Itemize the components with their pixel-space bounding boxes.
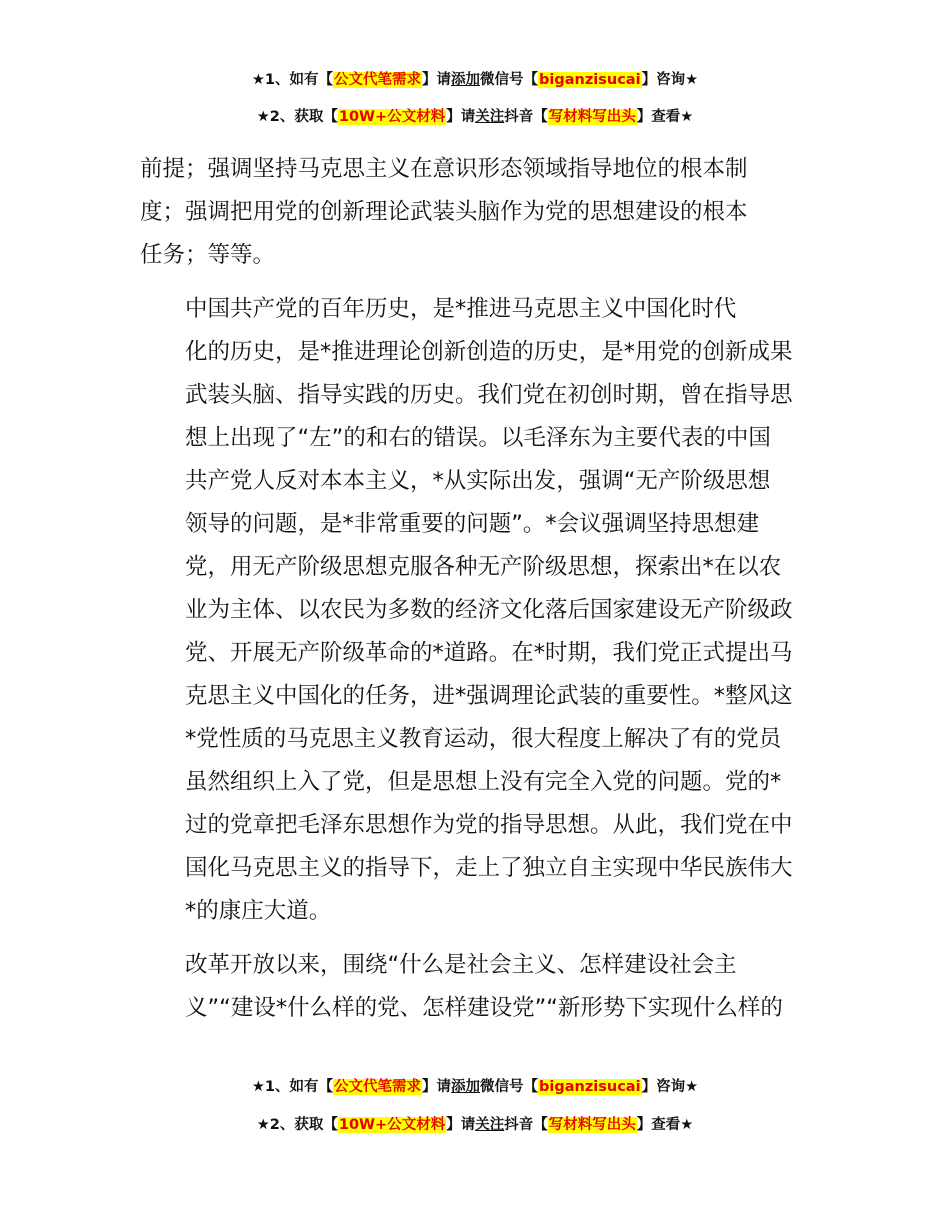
text-line: 业为主体、以农民为多数的经济文化落后国家建设无产阶级政	[185, 597, 793, 623]
paragraph-1	[140, 148, 812, 277]
banner-text: 】请	[422, 72, 452, 88]
text-line: 改革开放以来，围绕“什么是社会主义、怎样建设社会主	[185, 952, 737, 978]
banner-prefix: ★1、如有【	[251, 72, 334, 88]
text-line: 国化马克思主义的指导下，走上了独立自主实现中华民族伟大	[185, 855, 793, 881]
text-line: 中国共产党的百年历史，是*推进马克思主义中国化时代	[185, 296, 737, 322]
document-body	[140, 148, 812, 1030]
text-line: 虽然组织上入了党，但是思想上没有完全入党的问题。党的*	[185, 769, 782, 795]
banner-highlight-douyin-account: 写材料写出头	[548, 1117, 636, 1133]
text-line: *党性质的马克思主义教育运动，很大程度上解决了有的党员	[185, 726, 782, 752]
banner-suffix: 】查看★	[636, 109, 694, 125]
banner-highlight-materials: 10W+公文材料	[338, 109, 446, 125]
paragraph-2	[140, 288, 812, 933]
header-banner-line-1	[0, 70, 950, 90]
banner-text: 】请	[446, 109, 476, 125]
text-line: 克思主义中国化的任务，进*强调理论武装的重要性。*整风这	[185, 683, 793, 709]
text-line: 义”“建设*什么样的党、怎样建设党”“新形势下实现什么样的	[185, 995, 783, 1021]
banner-highlight-materials: 10W+公文材料	[338, 1117, 446, 1133]
text-line: 任务；等等。	[140, 242, 276, 268]
banner-text: 微信号【	[480, 72, 539, 88]
banner-highlight-douyin-account: 写材料写出头	[548, 109, 636, 125]
banner-text: 】请	[422, 1079, 452, 1095]
paragraph-3	[140, 944, 812, 1030]
banner-prefix: ★2、获取【	[256, 109, 338, 125]
text-line: 党、开展无产阶级革命的*道路。在*时期，我们党正式提出马	[185, 640, 793, 666]
banner-text: 抖音【	[504, 1117, 548, 1133]
banner-text: 抖音【	[504, 109, 548, 125]
banner-underlined-word: 添加	[451, 1079, 481, 1095]
banner-underlined-word: 添加	[451, 72, 481, 88]
banner-suffix: 】咨询★	[641, 1079, 699, 1095]
text-line: *的康庄大道。	[185, 898, 332, 924]
banner-highlight-wechat-id: biganzisucai	[539, 72, 641, 88]
footer-banner-line-2	[0, 1115, 950, 1135]
header-banner-line-2	[0, 107, 950, 127]
text-line: 党，用无产阶级思想克服各种无产阶级思想，探索出*在以农	[185, 554, 782, 580]
banner-text: 】请	[446, 1117, 476, 1133]
banner-highlight-service: 公文代笔需求	[334, 1079, 422, 1095]
banner-underlined-word: 关注	[475, 109, 505, 125]
text-line: 化的历史，是*推进理论创新创造的历史，是*用党的创新成果	[185, 339, 793, 365]
text-line: 过的党章把毛泽东思想作为党的指导思想。从此，我们党在中	[185, 812, 793, 838]
text-line: 武装头脑、指导实践的历史。我们党在初创时期，曾在指导思	[185, 382, 793, 408]
banner-prefix: ★1、如有【	[251, 1079, 334, 1095]
banner-highlight-wechat-id: biganzisucai	[539, 1079, 641, 1095]
footer-banner-line-1	[0, 1077, 950, 1097]
banner-suffix: 】咨询★	[641, 72, 699, 88]
text-line: 领导的问题，是*非常重要的问题”。*会议强调坚持思想建	[185, 511, 760, 537]
text-line: 度；强调把用党的创新理论武装头脑作为党的思想建设的根本	[140, 199, 748, 225]
banner-suffix: 】查看★	[636, 1117, 694, 1133]
banner-prefix: ★2、获取【	[256, 1117, 338, 1133]
banner-underlined-word: 关注	[475, 1117, 505, 1133]
text-line: 前提；强调坚持马克思主义在意识形态领域指导地位的根本制	[140, 156, 748, 182]
text-line: 共产党人反对本本主义，*从实际出发，强调“无产阶级思想	[185, 468, 771, 494]
banner-text: 微信号【	[480, 1079, 539, 1095]
banner-highlight-service: 公文代笔需求	[334, 72, 422, 88]
text-line: 想上出现了“左”的和右的错误。以毛泽东为主要代表的中国	[185, 425, 771, 451]
